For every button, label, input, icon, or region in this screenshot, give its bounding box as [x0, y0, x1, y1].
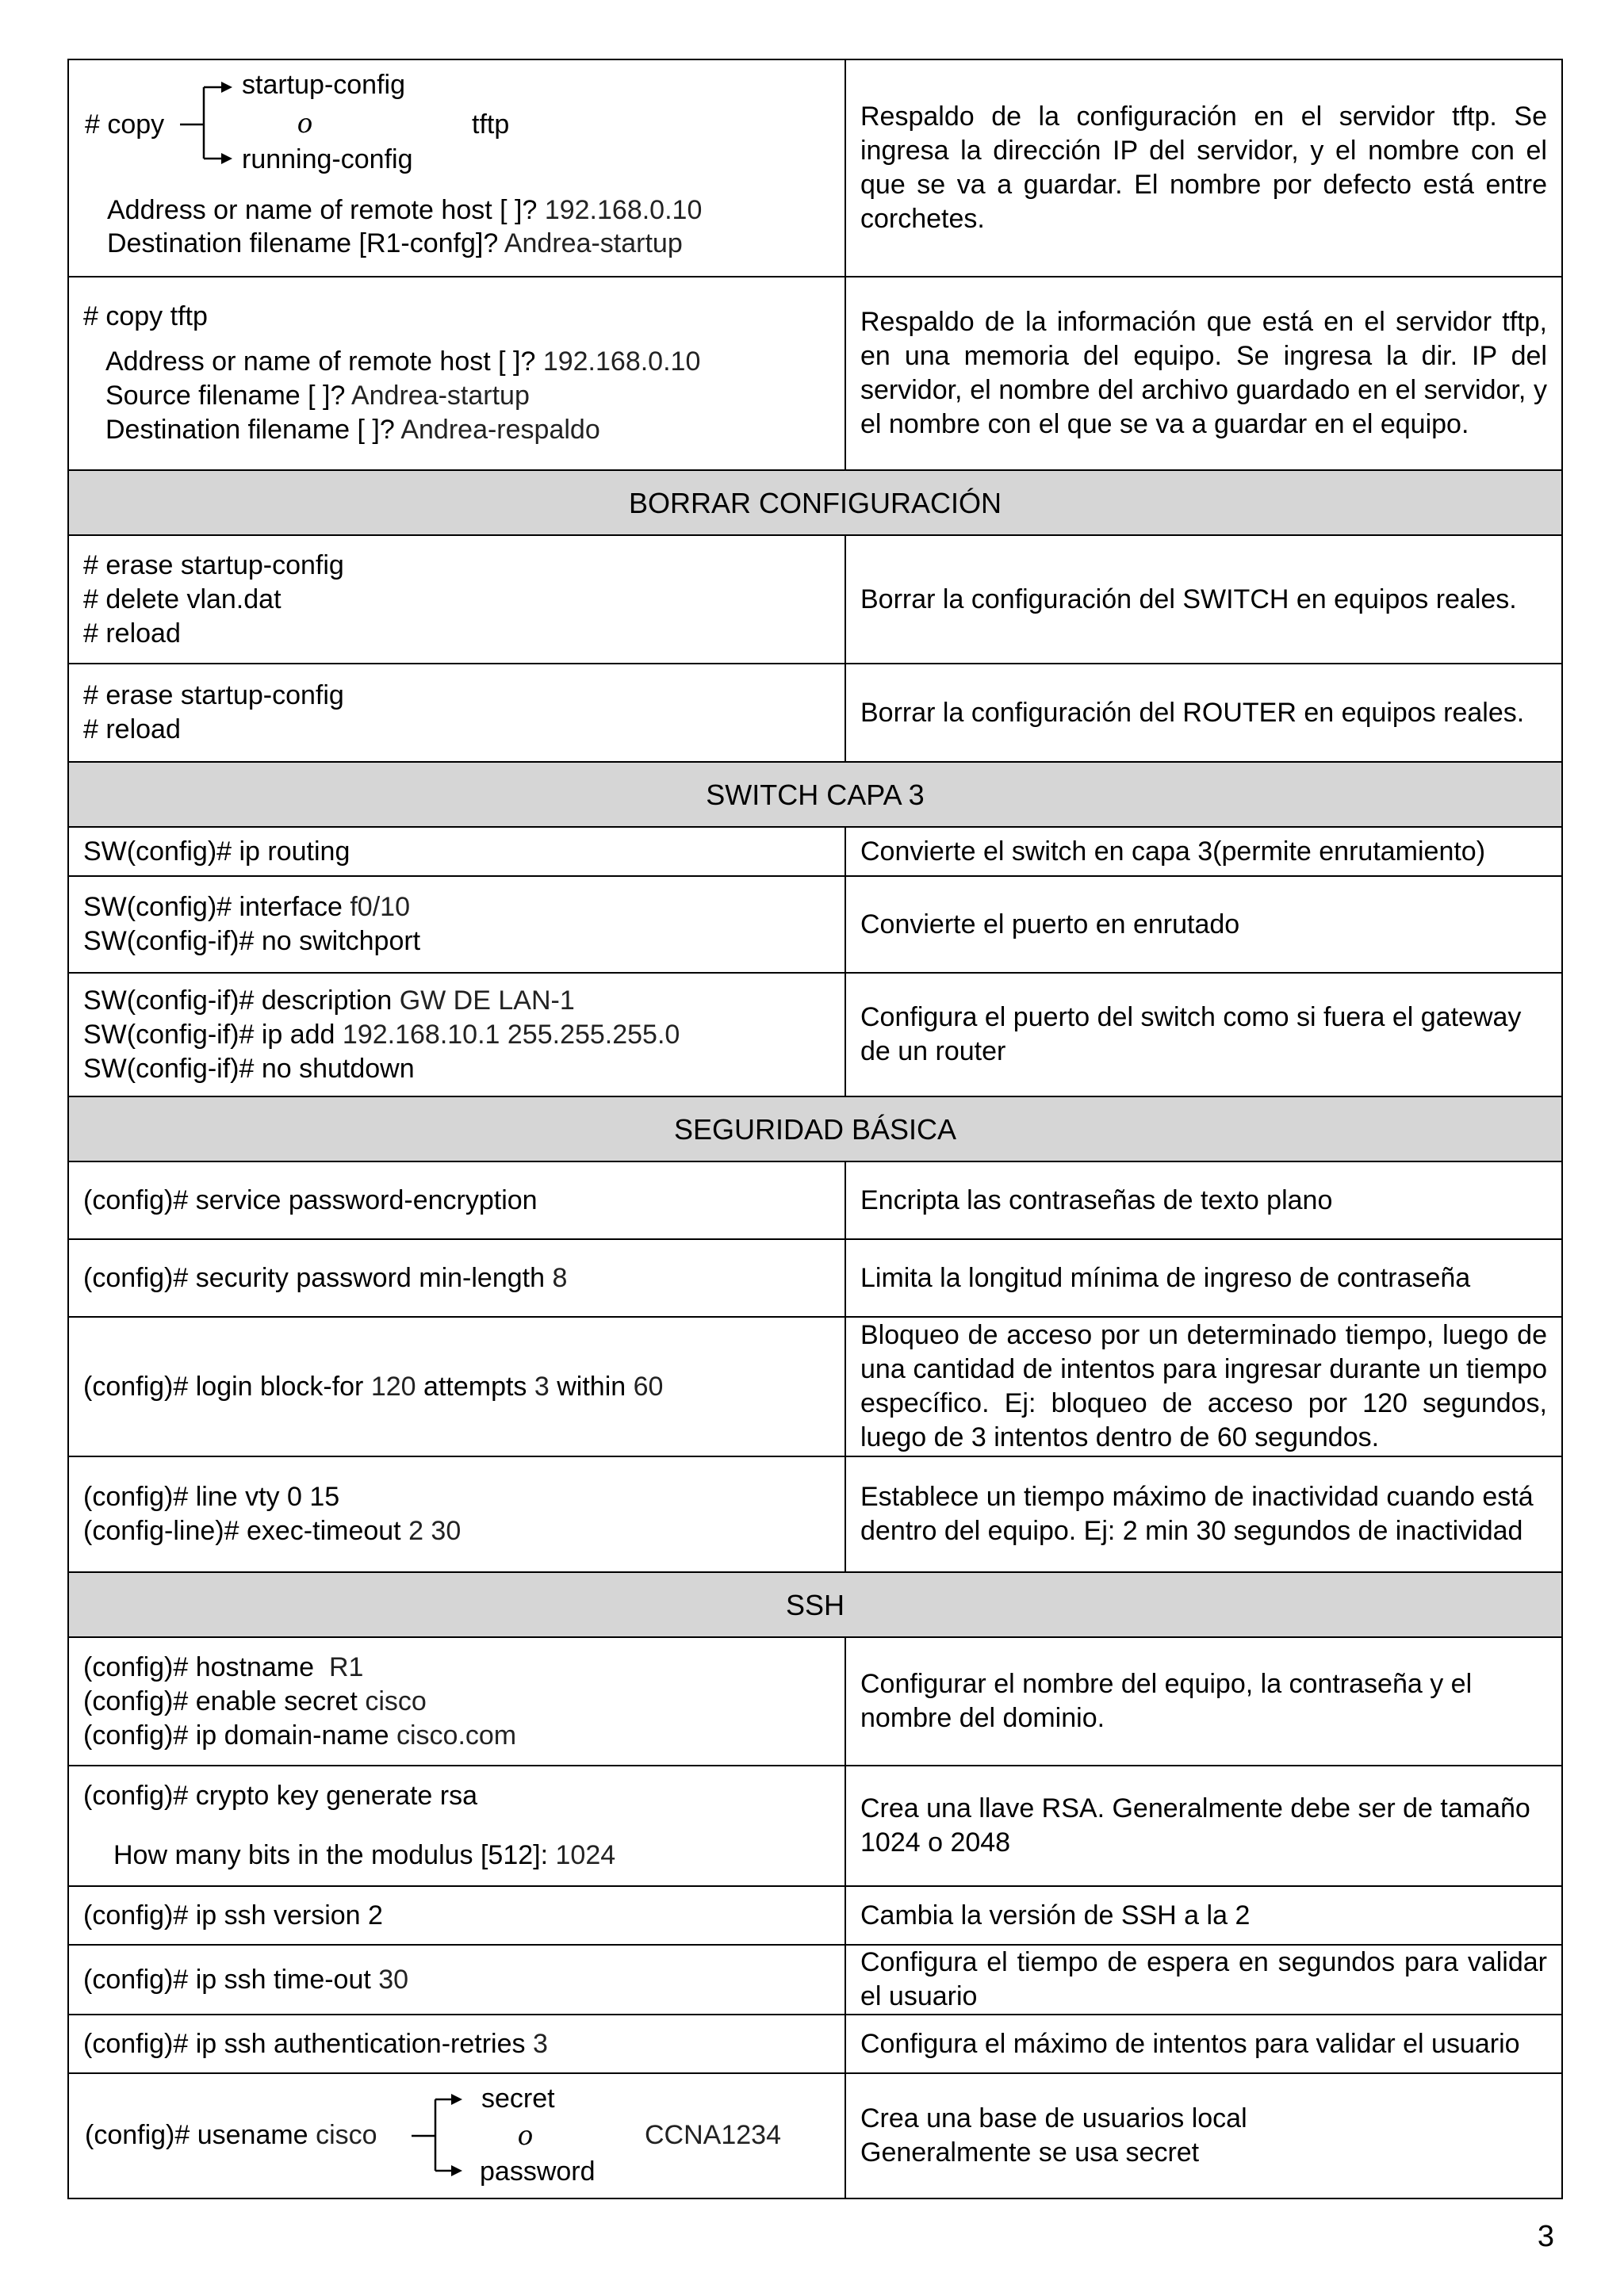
copy-remote-host-line: Address or name of remote host [ ]? 192.168.0.10	[107, 195, 703, 225]
command-line: # delete vlan.dat	[83, 584, 282, 614]
copytftp-command-cell	[68, 277, 845, 470]
borrar-switch-commands	[68, 535, 845, 664]
table-row	[68, 1766, 1562, 1886]
username-or-label: o	[518, 2118, 533, 2152]
table-row	[68, 59, 1562, 277]
seguridad-encryption-command: (config)# service password-encryption	[68, 1161, 845, 1239]
command-line: SW(config-if)# no switchport	[83, 926, 421, 956]
borrar-router-commands	[68, 664, 845, 762]
table-row	[68, 1456, 1562, 1572]
ssh-username-description	[845, 2073, 1562, 2198]
ssh-hostname-commands	[68, 1637, 845, 1766]
copy-option-running: running-config	[242, 144, 413, 174]
seguridad-minlength-command: (config)# security password min-length 8	[68, 1239, 845, 1317]
copy-command: # copy	[85, 109, 165, 140]
switch3-port-commands	[68, 973, 845, 1096]
ssh-hostname-description: Configurar el nombre del equipo, la contraseña y el nombre del dominio.	[845, 1637, 1562, 1766]
command-line: # erase startup-config	[83, 549, 344, 580]
switch3-ip-routing-description: Convierte el switch en capa 3(permite enrutamiento)	[845, 827, 1562, 876]
username-option-password: password	[480, 2156, 596, 2187]
command-line: # reload	[83, 714, 181, 744]
copy-command-cell	[68, 59, 845, 277]
table-row	[68, 1945, 1562, 2015]
table-row	[68, 973, 1562, 1096]
copytftp-remote-host-line: Address or name of remote host [ ]? 192.168.0.10	[105, 346, 701, 377]
ssh-version-command: (config)# ip ssh version 2	[68, 1886, 845, 1945]
page-number: 3	[1537, 2220, 1554, 2253]
command-line: SW(config-if)# no shutdown	[83, 1053, 415, 1084]
command-line: (config)# enable secret cisco	[83, 1686, 427, 1716]
copytftp-command: # copy tftp	[83, 301, 208, 331]
section-header-row	[68, 762, 1562, 827]
username-command: (config)# usename cisco	[85, 2120, 377, 2150]
section-header-row	[68, 470, 1562, 535]
switch3-port-description: Configura el puerto del switch como si fuera el gateway de un router	[845, 973, 1562, 1096]
switch3-interface-description: Convierte el puerto en enrutado	[845, 876, 1562, 973]
ssh-rsa-description: Crea una llave RSA. Generalmente debe ser de tamaño 1024 o 2048	[845, 1766, 1562, 1886]
username-password-value: CCNA1234	[645, 2120, 781, 2150]
command-line: (config)# ip domain-name cisco.com	[83, 1720, 517, 1751]
table-row	[68, 1637, 1562, 1766]
command-reference-page	[67, 59, 1561, 2199]
command-line: SW(config-if)# description GW DE LAN-1	[83, 985, 575, 1016]
description-line: Generalmente se usa secret	[860, 2137, 1200, 2168]
switch3-interface-commands	[68, 876, 845, 973]
command-table	[67, 59, 1563, 2199]
section-title-seguridad: SEGURIDAD BÁSICA	[68, 1096, 1562, 1161]
seguridad-timeout-description: Establece un tiempo máximo de inactividad cuando está dentro del equipo. Ej: 2 min 30 segundos de inactividad	[845, 1456, 1562, 1572]
section-header-row	[68, 1572, 1562, 1637]
description-line: Crea una base de usuarios local	[860, 2103, 1247, 2133]
table-row	[68, 1239, 1562, 1317]
ssh-retries-description: Configura el máximo de intentos para validar el usuario	[845, 2015, 1562, 2073]
copy-destination-filename-line: Destination filename [R1-confg]? Andrea-startup	[107, 228, 683, 258]
ssh-timeout-command: (config)# ip ssh time-out 30	[68, 1945, 845, 2015]
command-line: SW(config)# interface f0/10	[83, 892, 410, 922]
copy-destination: tftp	[472, 109, 510, 140]
copytftp-description: Respaldo de la información que está en el servidor tftp, en una memoria del equipo. Se ingresa la dir. IP del servidor, el nombre del archivo guardado en el servidor, y el nombre con el que se va a guardar en el equipo.	[845, 277, 1562, 470]
command-line: (config-line)# exec-timeout 2 30	[83, 1516, 462, 1546]
username-option-secret: secret	[481, 2084, 555, 2114]
seguridad-blockfor-description: Bloqueo de acceso por un determinado tiempo, luego de una cantidad de intentos para ingresar durante un tiempo específico. Ej: bloqueo de acceso por 120 segundos, luego de 3 intentos dentro de 60 segundos.	[845, 1317, 1562, 1456]
copy-description: Respaldo de la configuración en el servidor tftp. Se ingresa la dirección IP del servidor, y el nombre con el que se va a guardar. El nombre por defecto está entre corchetes.	[845, 59, 1562, 277]
command-line: # erase startup-config	[83, 680, 344, 710]
table-row	[68, 1317, 1562, 1456]
ssh-timeout-description: Configura el tiempo de espera en segundos para validar el usuario	[845, 1945, 1562, 2015]
username-diagram	[69, 2074, 845, 2198]
command-line: (config)# hostname R1	[83, 1651, 364, 1682]
section-title-switch3: SWITCH CAPA 3	[68, 762, 1562, 827]
section-title-ssh: SSH	[68, 1572, 1562, 1637]
table-row	[68, 535, 1562, 664]
section-header-row	[68, 1096, 1562, 1161]
ssh-version-description: Cambia la versión de SSH a la 2	[845, 1886, 1562, 1945]
borrar-router-description: Borrar la configuración del ROUTER en equipos reales.	[845, 664, 1562, 762]
ssh-rsa-commands	[68, 1766, 845, 1886]
section-title-borrar: BORRAR CONFIGURACIÓN	[68, 470, 1562, 535]
switch3-ip-routing-command: SW(config)# ip routing	[68, 827, 845, 876]
borrar-switch-description: Borrar la configuración del SWITCH en equipos reales.	[845, 535, 1562, 664]
table-row	[68, 277, 1562, 470]
copytftp-source-filename-line: Source filename [ ]? Andrea-startup	[105, 381, 530, 411]
table-row	[68, 1161, 1562, 1239]
seguridad-blockfor-command: (config)# login block-for 120 attempts 3 within 60	[68, 1317, 845, 1456]
command-line: (config)# line vty 0 15	[83, 1482, 340, 1512]
table-row	[68, 876, 1562, 973]
table-row	[68, 827, 1562, 876]
command-line: # reload	[83, 618, 181, 649]
seguridad-encryption-description: Encripta las contraseñas de texto plano	[845, 1161, 1562, 1239]
table-row	[68, 1886, 1562, 1945]
ssh-rsa-modulus-line: How many bits in the modulus [512]: 1024	[113, 1840, 616, 1870]
command-line: SW(config-if)# ip add 192.168.10.1 255.255.255.0	[83, 1019, 680, 1050]
seguridad-timeout-commands	[68, 1456, 845, 1572]
copy-diagram	[69, 60, 845, 276]
copytftp-destination-filename-line: Destination filename [ ]? Andrea-respaldo	[105, 415, 600, 445]
copy-option-startup: startup-config	[242, 70, 405, 100]
table-row	[68, 2015, 1562, 2073]
table-row	[68, 2073, 1562, 2198]
copy-or-label: o	[297, 106, 312, 140]
ssh-retries-command: (config)# ip ssh authentication-retries 3	[68, 2015, 845, 2073]
ssh-username-cell	[68, 2073, 845, 2198]
table-row	[68, 664, 1562, 762]
seguridad-minlength-description: Limita la longitud mínima de ingreso de contraseña	[845, 1239, 1562, 1317]
command-line: (config)# crypto key generate rsa	[83, 1781, 478, 1811]
